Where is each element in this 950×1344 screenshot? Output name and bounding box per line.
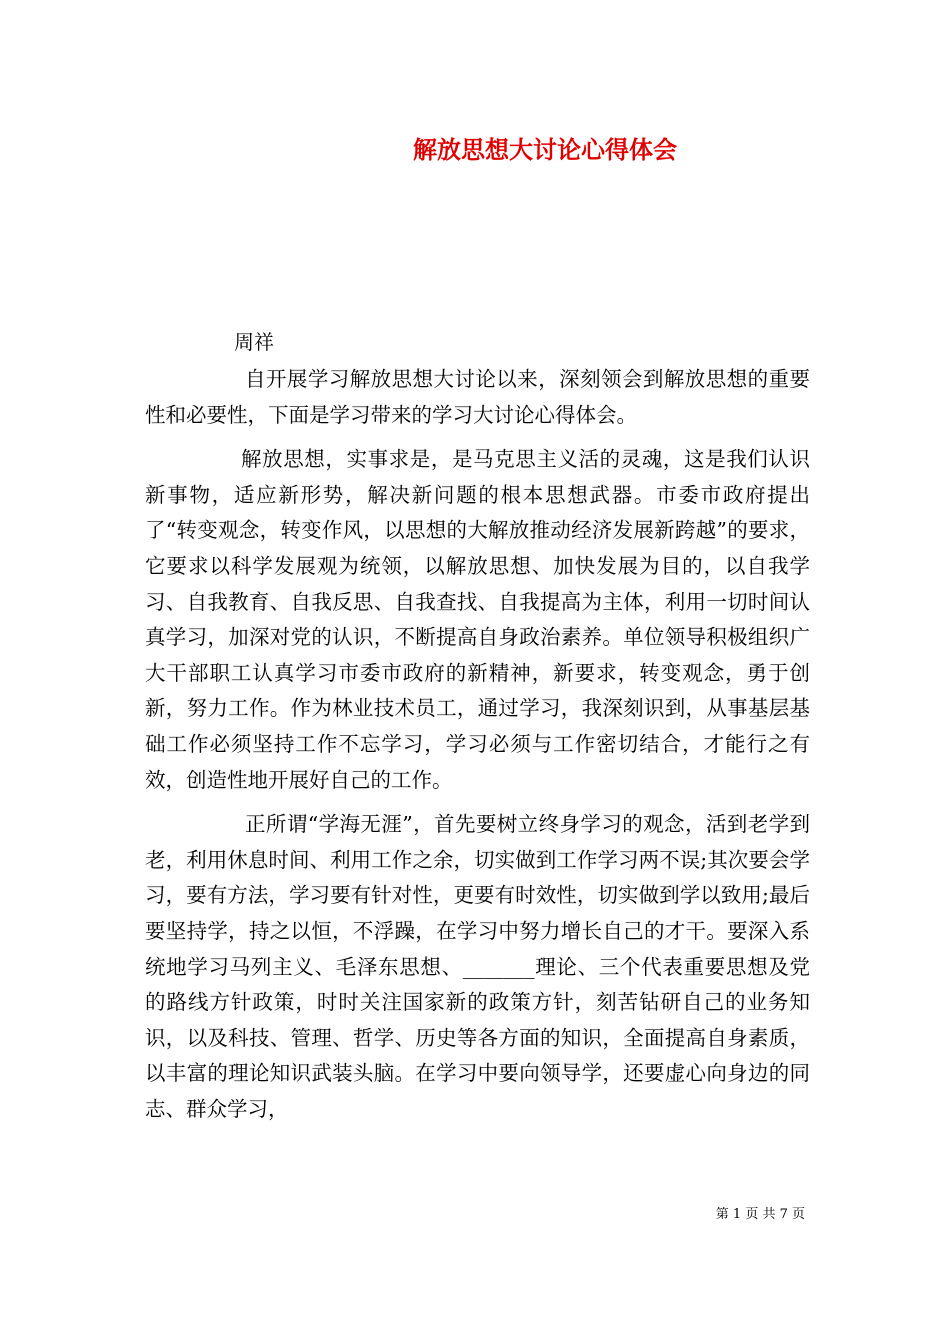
paragraph-intro: 自开展学习解放思想大讨论以来，深刻领会到解放思想的重要性和必要性，下面是学习带来的学习大讨论心得体会。 <box>145 367 810 427</box>
author-name: 周祥 <box>234 330 274 354</box>
document-body <box>145 362 810 1127</box>
paragraph-learning: 正所谓“学海无涯”，首先要树立终身学习的观念，活到老学到老，利用休息时间、利用工作之余，切实做到工作学习两不误;其次要会学习，要有方法，学习要有针对性，更要有时效性，切实做到学以致用;最后要坚持学，持之以恒，不浮躁，在学习中努力增长自己的才干。要深入系统地学习马列主义、毛泽东思想、_______理论、三个代表重要思想及党的路线方针政策，时时关注国家新的政策方针，刻苦钻研自己的业务知识，以及科技、管理、哲学、历史等各方面的知识，全面提高自身素质，以丰富的理论知识武装头脑。在学习中要向领导学，还要虚心向身边的同志、群众学习， <box>145 812 810 1121</box>
paragraph-emancipation: 解放思想，实事求是，是马克思主义活的灵魂，这是我们认识新事物，适应新形势，解决新问题的根本思想武器。市委市政府提出了“转变观念，转变作风，以思想的大解放推动经济发展新跨越”的要求，它要求以科学发展观为统领，以解放思想、加快发展为目的，以自我学习、自我教育、自我反思、自我查找、自我提高为主体，利用一切时间认真学习，加深对党的认识，不断提高自身政治素养。单位领导积极组织广大干部职工认真学习市委市政府的新精神，新要求，转变观念，勇于创新，努力工作。作为林业技术员工，通过学习，我深刻识到，从事基层基础工作必须坚持工作不忘学习，学习必须与工作密切结合，才能行之有效，创造性地开展好自己的工作。 <box>145 447 810 792</box>
page-number-footer: 第 1 页 共 7 页 <box>715 1207 805 1222</box>
document-title: 解放思想大讨论心得体会 <box>413 135 677 164</box>
